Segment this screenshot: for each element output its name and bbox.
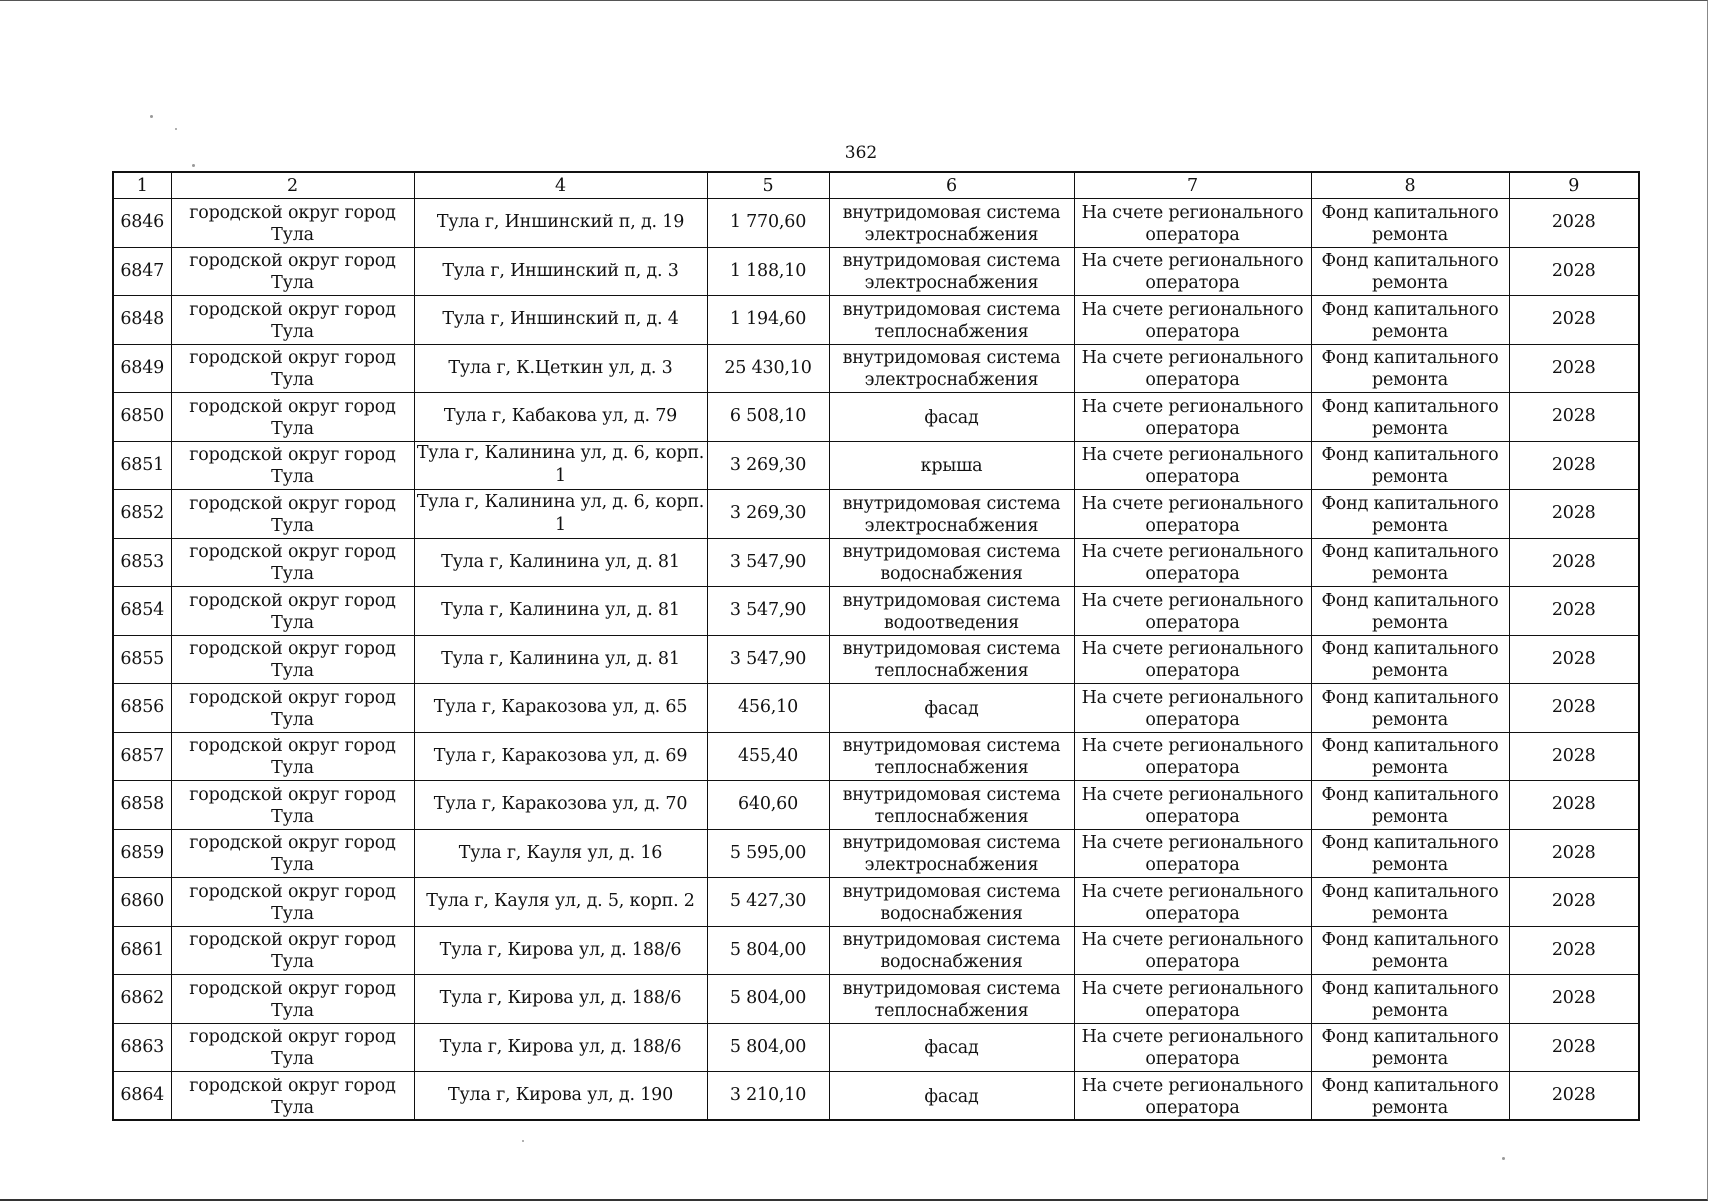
fund-account-cell-text: На счете регионального оператора	[1081, 1075, 1304, 1118]
municipality-cell	[171, 635, 414, 684]
repair-element-cell-text: внутридомовая система электроснабжения	[842, 348, 1061, 391]
fund-account-cell-text: На счете регионального оператора	[1081, 251, 1304, 294]
table-row	[113, 490, 1639, 539]
repair-element-cell	[829, 684, 1074, 733]
funding-source-cell	[1311, 878, 1509, 927]
repair-element-cell-text: внутридомовая система теплоснабжения	[842, 736, 1061, 779]
year-cell: 2028	[1509, 344, 1639, 393]
municipality-cell	[171, 975, 414, 1024]
address-cell: Тула г, Каракозова ул, д. 69	[414, 732, 707, 781]
fund-account-cell	[1074, 587, 1311, 636]
column-header: 5	[707, 172, 829, 199]
municipality-cell-text: городской округ город Тула	[189, 639, 396, 682]
municipality-cell-text: городской округ город Тула	[189, 202, 396, 245]
table-row	[113, 635, 1639, 684]
funding-source-cell-text: Фонд капитального ремонта	[1321, 251, 1499, 294]
funding-source-cell	[1311, 829, 1509, 878]
address-cell: Тула г, Кауля ул, д. 5, корп. 2	[414, 878, 707, 927]
funding-source-cell	[1311, 684, 1509, 733]
table-row	[113, 199, 1639, 248]
fund-account-cell-text: На счете регионального оператора	[1081, 1027, 1304, 1070]
repair-element-cell-text: внутридомовая система электроснабжения	[842, 833, 1061, 876]
repair-element-cell-text: внутридомовая система теплоснабжения	[842, 299, 1061, 342]
funding-source-cell	[1311, 441, 1509, 490]
address-cell: Тула г, Калинина ул, д. 81	[414, 538, 707, 587]
row-number-cell: 6863	[113, 1023, 171, 1072]
year-cell: 2028	[1509, 926, 1639, 975]
row-number-cell: 6848	[113, 296, 171, 345]
municipality-cell-text: городской округ город Тула	[189, 736, 396, 779]
fund-account-cell	[1074, 781, 1311, 830]
year-cell: 2028	[1509, 247, 1639, 296]
register-table	[112, 171, 1640, 1121]
fund-account-cell	[1074, 684, 1311, 733]
municipality-cell	[171, 296, 414, 345]
table-row	[113, 781, 1639, 830]
repair-element-cell-text: фасад	[924, 698, 979, 719]
municipality-cell	[171, 1023, 414, 1072]
repair-element-cell	[829, 781, 1074, 830]
row-number-cell: 6854	[113, 587, 171, 636]
column-header: 6	[829, 172, 1074, 199]
funding-source-cell-text: Фонд капитального ремонта	[1321, 1027, 1499, 1070]
year-cell: 2028	[1509, 199, 1639, 248]
area-cell: 456,10	[707, 684, 829, 733]
funding-source-cell	[1311, 732, 1509, 781]
municipality-cell-text: городской округ город Тула	[189, 881, 396, 924]
fund-account-cell	[1074, 635, 1311, 684]
repair-element-cell	[829, 829, 1074, 878]
fund-account-cell	[1074, 490, 1311, 539]
fund-account-cell-text: На счете регионального оператора	[1081, 687, 1304, 730]
funding-source-cell	[1311, 587, 1509, 636]
fund-account-cell-text: На счете регионального оператора	[1081, 348, 1304, 391]
repair-element-cell-text: внутридомовая система водоснабжения	[842, 930, 1061, 973]
row-number-cell: 6847	[113, 247, 171, 296]
fund-account-cell	[1074, 393, 1311, 442]
column-header: 9	[1509, 172, 1639, 199]
municipality-cell	[171, 878, 414, 927]
fund-account-cell-text: На счете регионального оператора	[1081, 736, 1304, 779]
address-cell: Тула г, Калинина ул, д. 6, корп. 1	[414, 441, 707, 490]
funding-source-cell	[1311, 393, 1509, 442]
fund-account-cell-text: На счете регионального оператора	[1081, 784, 1304, 827]
funding-source-cell-text: Фонд капитального ремонта	[1321, 299, 1499, 342]
address-cell: Тула г, Иншинский п, д. 4	[414, 296, 707, 345]
area-cell: 1 770,60	[707, 199, 829, 248]
funding-source-cell-text: Фонд капитального ремонта	[1321, 784, 1499, 827]
municipality-cell	[171, 781, 414, 830]
funding-source-cell	[1311, 1023, 1509, 1072]
funding-source-cell-text: Фонд капитального ремонта	[1321, 445, 1499, 488]
funding-source-cell-text: Фонд капитального ремонта	[1321, 736, 1499, 779]
table-row	[113, 684, 1639, 733]
column-header: 7	[1074, 172, 1311, 199]
address-cell: Тула г, Калинина ул, д. 6, корп. 1	[414, 490, 707, 539]
address-cell: Тула г, Кирова ул, д. 188/6	[414, 1023, 707, 1072]
municipality-cell	[171, 490, 414, 539]
scan-speck	[1502, 1157, 1505, 1160]
fund-account-cell-text: На счете регионального оператора	[1081, 833, 1304, 876]
municipality-cell-text: городской округ город Тула	[189, 590, 396, 633]
area-cell: 3 269,30	[707, 490, 829, 539]
municipality-cell-text: городской округ город Тула	[189, 396, 396, 439]
repair-element-cell	[829, 878, 1074, 927]
municipality-cell-text: городской округ город Тула	[189, 784, 396, 827]
area-cell: 5 804,00	[707, 1023, 829, 1072]
repair-element-cell	[829, 1023, 1074, 1072]
column-header: 8	[1311, 172, 1509, 199]
municipality-cell	[171, 926, 414, 975]
year-cell: 2028	[1509, 781, 1639, 830]
scan-speck	[175, 128, 177, 130]
repair-element-cell	[829, 926, 1074, 975]
address-cell: Тула г, Каракозова ул, д. 65	[414, 684, 707, 733]
address-cell: Тула г, Кирова ул, д. 190	[414, 1072, 707, 1121]
fund-account-cell	[1074, 538, 1311, 587]
funding-source-cell	[1311, 975, 1509, 1024]
row-number-cell: 6852	[113, 490, 171, 539]
address-cell: Тула г, Кабакова ул, д. 79	[414, 393, 707, 442]
row-number-cell: 6862	[113, 975, 171, 1024]
fund-account-cell	[1074, 878, 1311, 927]
funding-source-cell	[1311, 635, 1509, 684]
funding-source-cell-text: Фонд капитального ремонта	[1321, 493, 1499, 536]
page-number: 362	[844, 143, 878, 163]
address-cell: Тула г, Кирова ул, д. 188/6	[414, 975, 707, 1024]
row-number-cell: 6857	[113, 732, 171, 781]
repair-element-cell	[829, 199, 1074, 248]
address-cell: Тула г, Кауля ул, д. 16	[414, 829, 707, 878]
repair-element-cell	[829, 296, 1074, 345]
area-cell: 3 547,90	[707, 635, 829, 684]
area-cell: 5 427,30	[707, 878, 829, 927]
municipality-cell-text: городской округ город Тула	[189, 299, 396, 342]
repair-element-cell-text: крыша	[920, 456, 983, 477]
funding-source-cell-text: Фонд капитального ремонта	[1321, 833, 1499, 876]
year-cell: 2028	[1509, 975, 1639, 1024]
column-header: 4	[414, 172, 707, 199]
repair-element-cell	[829, 732, 1074, 781]
funding-source-cell	[1311, 344, 1509, 393]
municipality-cell-text: городской округ город Тула	[189, 348, 396, 391]
year-cell: 2028	[1509, 296, 1639, 345]
fund-account-cell	[1074, 975, 1311, 1024]
row-number-cell: 6853	[113, 538, 171, 587]
table-row	[113, 538, 1639, 587]
funding-source-cell	[1311, 296, 1509, 345]
fund-account-cell	[1074, 247, 1311, 296]
area-cell: 640,60	[707, 781, 829, 830]
municipality-cell	[171, 393, 414, 442]
year-cell: 2028	[1509, 732, 1639, 781]
funding-source-cell	[1311, 538, 1509, 587]
funding-source-cell-text: Фонд капитального ремонта	[1321, 348, 1499, 391]
area-cell: 1 194,60	[707, 296, 829, 345]
area-cell: 1 188,10	[707, 247, 829, 296]
area-cell: 3 269,30	[707, 441, 829, 490]
row-number-cell: 6856	[113, 684, 171, 733]
municipality-cell	[171, 732, 414, 781]
municipality-cell	[171, 344, 414, 393]
fund-account-cell	[1074, 732, 1311, 781]
repair-element-cell-text: внутридомовая система теплоснабжения	[842, 784, 1061, 827]
municipality-cell	[171, 1072, 414, 1121]
fund-account-cell-text: На счете регионального оператора	[1081, 930, 1304, 973]
table-row	[113, 247, 1639, 296]
funding-source-cell-text: Фонд капитального ремонта	[1321, 687, 1499, 730]
address-cell: Тула г, Кирова ул, д. 188/6	[414, 926, 707, 975]
table-body	[113, 199, 1639, 1121]
repair-element-cell	[829, 247, 1074, 296]
area-cell: 3 547,90	[707, 538, 829, 587]
funding-source-cell	[1311, 247, 1509, 296]
fund-account-cell-text: На счете регионального оператора	[1081, 542, 1304, 585]
address-cell: Тула г, Иншинский п, д. 3	[414, 247, 707, 296]
repair-element-cell	[829, 441, 1074, 490]
municipality-cell-text: городской округ город Тула	[189, 930, 396, 973]
year-cell: 2028	[1509, 829, 1639, 878]
address-cell: Тула г, Калинина ул, д. 81	[414, 587, 707, 636]
fund-account-cell-text: На счете регионального оператора	[1081, 299, 1304, 342]
fund-account-cell-text: На счете регионального оператора	[1081, 396, 1304, 439]
repair-element-cell-text: фасад	[924, 1038, 979, 1059]
fund-account-cell	[1074, 829, 1311, 878]
table-row	[113, 393, 1639, 442]
fund-account-cell-text: На счете регионального оператора	[1081, 978, 1304, 1021]
repair-element-cell	[829, 635, 1074, 684]
table-row	[113, 878, 1639, 927]
fund-account-cell-text: На счете регионального оператора	[1081, 590, 1304, 633]
municipality-cell	[171, 829, 414, 878]
row-number-cell: 6860	[113, 878, 171, 927]
fund-account-cell-text: На счете регионального оператора	[1081, 493, 1304, 536]
table-row	[113, 1072, 1639, 1121]
repair-element-cell	[829, 393, 1074, 442]
funding-source-cell-text: Фонд капитального ремонта	[1321, 1075, 1499, 1118]
row-number-cell: 6850	[113, 393, 171, 442]
row-number-cell: 6849	[113, 344, 171, 393]
funding-source-cell-text: Фонд капитального ремонта	[1321, 639, 1499, 682]
municipality-cell-text: городской округ город Тула	[189, 1075, 396, 1118]
table-row	[113, 344, 1639, 393]
funding-source-cell-text: Фонд капитального ремонта	[1321, 590, 1499, 633]
fund-account-cell-text: На счете регионального оператора	[1081, 202, 1304, 245]
row-number-cell: 6851	[113, 441, 171, 490]
municipality-cell	[171, 247, 414, 296]
municipality-cell-text: городской округ город Тула	[189, 493, 396, 536]
year-cell: 2028	[1509, 878, 1639, 927]
funding-source-cell-text: Фонд капитального ремонта	[1321, 202, 1499, 245]
row-number-cell: 6861	[113, 926, 171, 975]
table-row	[113, 926, 1639, 975]
year-cell: 2028	[1509, 684, 1639, 733]
funding-source-cell	[1311, 490, 1509, 539]
repair-element-cell	[829, 1072, 1074, 1121]
repair-element-cell-text: внутридомовая система электроснабжения	[842, 202, 1061, 245]
row-number-cell: 6864	[113, 1072, 171, 1121]
fund-account-cell	[1074, 1023, 1311, 1072]
fund-account-cell	[1074, 926, 1311, 975]
fund-account-cell	[1074, 1072, 1311, 1121]
row-number-cell: 6846	[113, 199, 171, 248]
municipality-cell-text: городской округ город Тула	[189, 542, 396, 585]
column-header: 1	[113, 172, 171, 199]
repair-element-cell-text: внутридомовая система водоснабжения	[842, 881, 1061, 924]
repair-element-cell	[829, 490, 1074, 539]
year-cell: 2028	[1509, 635, 1639, 684]
area-cell: 5 595,00	[707, 829, 829, 878]
fund-account-cell	[1074, 199, 1311, 248]
municipality-cell-text: городской округ город Тула	[189, 978, 396, 1021]
year-cell: 2028	[1509, 490, 1639, 539]
municipality-cell-text: городской округ город Тула	[189, 687, 396, 730]
scan-speck	[192, 164, 195, 167]
area-cell: 5 804,00	[707, 926, 829, 975]
repair-element-cell	[829, 975, 1074, 1024]
year-cell: 2028	[1509, 587, 1639, 636]
table-row	[113, 829, 1639, 878]
repair-element-cell	[829, 344, 1074, 393]
area-cell: 25 430,10	[707, 344, 829, 393]
year-cell: 2028	[1509, 538, 1639, 587]
area-cell: 3 210,10	[707, 1072, 829, 1121]
municipality-cell	[171, 684, 414, 733]
area-cell: 3 547,90	[707, 587, 829, 636]
repair-element-cell-text: внутридомовая система теплоснабжения	[842, 639, 1061, 682]
repair-element-cell-text: внутридомовая система теплоснабжения	[842, 978, 1061, 1021]
municipality-cell	[171, 587, 414, 636]
municipality-cell-text: городской округ город Тула	[189, 445, 396, 488]
funding-source-cell	[1311, 199, 1509, 248]
scan-speck	[150, 115, 153, 118]
funding-source-cell-text: Фонд капитального ремонта	[1321, 930, 1499, 973]
municipality-cell	[171, 538, 414, 587]
fund-account-cell	[1074, 441, 1311, 490]
year-cell: 2028	[1509, 1023, 1639, 1072]
area-cell: 455,40	[707, 732, 829, 781]
fund-account-cell-text: На счете регионального оператора	[1081, 445, 1304, 488]
funding-source-cell-text: Фонд капитального ремонта	[1321, 978, 1499, 1021]
area-cell: 6 508,10	[707, 393, 829, 442]
table-row	[113, 441, 1639, 490]
funding-source-cell-text: Фонд капитального ремонта	[1321, 542, 1499, 585]
address-cell: Тула г, Каракозова ул, д. 70	[414, 781, 707, 830]
fund-account-cell	[1074, 344, 1311, 393]
municipality-cell-text: городской округ город Тула	[189, 1027, 396, 1070]
year-cell: 2028	[1509, 441, 1639, 490]
funding-source-cell-text: Фонд капитального ремонта	[1321, 881, 1499, 924]
municipality-cell-text: городской округ город Тула	[189, 251, 396, 294]
funding-source-cell	[1311, 1072, 1509, 1121]
municipality-cell-text: городской округ город Тула	[189, 833, 396, 876]
address-cell: Тула г, Калинина ул, д. 81	[414, 635, 707, 684]
row-number-cell: 6855	[113, 635, 171, 684]
scan-speck	[522, 1140, 524, 1142]
repair-element-cell-text: внутридомовая система электроснабжения	[842, 493, 1061, 536]
repair-element-cell	[829, 587, 1074, 636]
year-cell: 2028	[1509, 1072, 1639, 1121]
row-number-cell: 6858	[113, 781, 171, 830]
repair-element-cell	[829, 538, 1074, 587]
table-header-row	[113, 172, 1639, 199]
year-cell: 2028	[1509, 393, 1639, 442]
funding-source-cell	[1311, 926, 1509, 975]
table-row	[113, 732, 1639, 781]
repair-element-cell-text: внутридомовая система водоотведения	[842, 590, 1061, 633]
repair-element-cell-text: фасад	[924, 407, 979, 428]
repair-element-cell-text: внутридомовая система электроснабжения	[842, 251, 1061, 294]
repair-element-cell-text: фасад	[924, 1086, 979, 1107]
fund-account-cell	[1074, 296, 1311, 345]
address-cell: Тула г, К.Цеткин ул, д. 3	[414, 344, 707, 393]
funding-source-cell-text: Фонд капитального ремонта	[1321, 396, 1499, 439]
fund-account-cell-text: На счете регионального оператора	[1081, 639, 1304, 682]
table-row	[113, 587, 1639, 636]
table-row	[113, 296, 1639, 345]
row-number-cell: 6859	[113, 829, 171, 878]
repair-element-cell-text: внутридомовая система водоснабжения	[842, 542, 1061, 585]
table-row	[113, 1023, 1639, 1072]
fund-account-cell-text: На счете регионального оператора	[1081, 881, 1304, 924]
address-cell: Тула г, Иншинский п, д. 19	[414, 199, 707, 248]
funding-source-cell	[1311, 781, 1509, 830]
column-header: 2	[171, 172, 414, 199]
area-cell: 5 804,00	[707, 975, 829, 1024]
municipality-cell	[171, 199, 414, 248]
table-row	[113, 975, 1639, 1024]
municipality-cell	[171, 441, 414, 490]
